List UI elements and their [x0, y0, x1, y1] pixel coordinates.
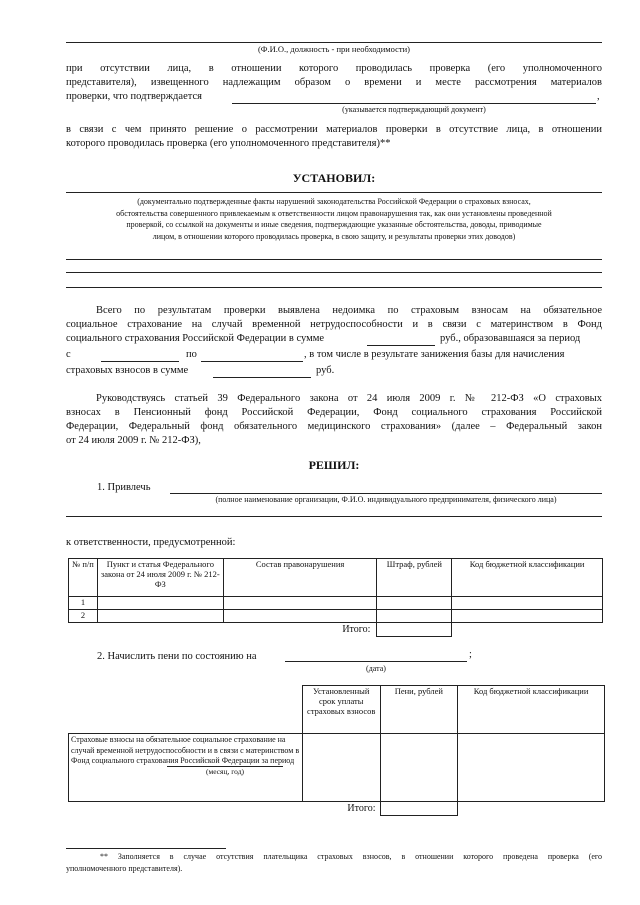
arrears-line-5-prefix: страховых взносов в сумме	[66, 365, 189, 376]
table-row	[69, 597, 603, 610]
absence-line-3-suffix: ,	[597, 91, 600, 102]
late-fees-table	[68, 685, 605, 816]
table2-total-label: Итого:	[69, 802, 381, 816]
col-header-penalty: Пени, рублей	[380, 686, 458, 734]
arrears-line-4-suffix: , в том числе в результате занижения базы для начисления	[304, 349, 565, 360]
offender-name-caption: (полное наименование организации, Ф.И.О. индивидуального предпринимателя, физического лица)	[215, 495, 557, 504]
established-line-3[interactable]	[66, 287, 602, 288]
established-line-0[interactable]	[66, 192, 602, 193]
decision-line-2: которого проводилась проверка (его уполномоченного представителя)**	[66, 138, 391, 149]
kbk-cell[interactable]	[452, 597, 603, 610]
established-line-1[interactable]	[66, 259, 602, 260]
item1-label: 1. Привлечь	[97, 482, 151, 493]
arrears-line-1: Всего по результатам проверки выявлена недоимка по страховым взносам на обязательное	[96, 305, 602, 316]
fine-cell[interactable]	[377, 597, 452, 610]
law-line-3: Федерации, Федеральный фонд обязательного медицинского страхования» (далее – Федеральный закон	[66, 421, 602, 432]
decision-line-1: в связи с чем принято решение о рассмотрении материалов проверки в отсутствие лица, в отношении	[66, 124, 602, 135]
period-from-field[interactable]	[101, 361, 179, 362]
col-header-fine: Штраф, рублей	[377, 559, 452, 597]
arrears-line-2: социальное страхование на случай временной нетрудоспособности и в связи с материнством в Фонд	[66, 319, 602, 330]
decided-heading: РЕШИЛ:	[308, 458, 360, 472]
top-signature-line	[66, 42, 602, 43]
arrears-line-5-suffix: руб.	[316, 365, 335, 376]
law-line-4: от 24 июля 2009 г. № 212-ФЗ),	[66, 435, 201, 446]
period-to-field[interactable]	[201, 361, 303, 362]
col-header-article: Пункт и статья Федерального закона от 24 июля 2009 г. № 212-ФЗ	[97, 559, 223, 597]
month-year-caption: (месяц, год)	[205, 766, 245, 776]
arrears-line-3-suffix: руб., образовавшаяся за период	[440, 333, 581, 344]
table-row	[69, 610, 603, 623]
period-from-label: с	[66, 349, 71, 360]
absence-line-1: при отсутствии лица, в отношении которого проводилась проверка (его уполномоченного	[66, 63, 602, 74]
kbk-cell[interactable]	[452, 610, 603, 623]
offense-cell[interactable]	[223, 597, 377, 610]
col-header-due-date: Установленный срок уплаты страховых взносов	[302, 686, 380, 734]
header-caption: (Ф.И.О., должность - при необходимости)	[257, 44, 411, 54]
penalty-date-caption: (дата)	[366, 664, 386, 673]
confirming-document-field[interactable]	[232, 103, 596, 104]
col-header-number: № п/п	[69, 559, 98, 597]
arrears-amount-field[interactable]	[367, 345, 435, 346]
offense-cell[interactable]	[223, 610, 377, 623]
item2-label: 2. Начислить пени по состоянию на	[97, 651, 257, 662]
confirming-document-caption: (указывается подтверждающий документ)	[342, 105, 486, 114]
law-line-1: Руководствуясь статьей 39 Федерального закона от 24 июля 2009 г. № 212-ФЗ «О страховых	[96, 393, 602, 404]
table-row	[69, 734, 605, 802]
period-to-label: по	[186, 349, 197, 360]
article-cell[interactable]	[97, 610, 223, 623]
footnote-line-1: ** Заполняется в случае отсутствия плательщика страховых взносов, в отношении которого проведена проверка (его	[100, 852, 602, 861]
liability-text: к ответственности, предусмотренной:	[66, 537, 236, 548]
item2-suffix: ;	[469, 649, 472, 660]
total-fine-cell[interactable]	[377, 623, 452, 637]
arrears-line-3-prefix: социального страхования Российской Федерации в сумме	[66, 333, 325, 344]
row-number-1: 1	[69, 597, 98, 610]
offender-name-field[interactable]	[170, 493, 602, 494]
fine-cell[interactable]	[377, 610, 452, 623]
absence-line-2: представителя), извещенного надлежащим образом о времени и месте рассмотрения материалов	[66, 77, 602, 88]
due-date-cell[interactable]	[302, 734, 380, 802]
contributions-row-label: Страховые взносы на обязательное социальное страхование на случай временной нетрудоспособности и в связи с материнством в Фонд социального страхования Российской Федерации за период (месяц, год)	[69, 734, 303, 802]
row-number-2: 2	[69, 610, 98, 623]
offender-name-field-2[interactable]	[66, 516, 602, 517]
law-line-2: взносах в Пенсионный фонд Российской Федерации, Фонд социального страхования Российской	[66, 407, 602, 418]
footnote-line-2: уполномоченного представителя).	[66, 864, 183, 873]
understated-amount-field[interactable]	[213, 377, 311, 378]
penalty-date-field[interactable]	[285, 661, 467, 662]
penalty-table	[68, 558, 603, 637]
penalty-cell[interactable]	[380, 734, 458, 802]
absence-line-3-prefix: проверки, что подтверждается	[66, 91, 202, 102]
col-header-offense: Состав правонарушения	[223, 559, 377, 597]
article-cell[interactable]	[97, 597, 223, 610]
established-caption: (документально подтвержденные факты нарушений законодательства Российской Федерации о страховых взносах, обстоятельства совершенного привлекаемым к ответственности лицом правонарушения так, как они установлены проведенной проверкой, со ссылкой на документы и иные сведения, подтверждающие указанные обстоятельства, доводы, приводимые лицом, в отношении которого проводилась проверка, в свою защиту, и результаты проверки этих доводов)	[116, 197, 552, 241]
total-penalty-cell[interactable]	[380, 802, 458, 816]
table1-total-label: Итого:	[69, 623, 377, 637]
col-header-kbk-2: Код бюджетной классификации	[458, 686, 605, 734]
col-header-kbk: Код бюджетной классификации	[452, 559, 603, 597]
footnote-separator	[66, 848, 226, 849]
established-line-2[interactable]	[66, 272, 602, 273]
established-heading: УСТАНОВИЛ:	[292, 171, 376, 185]
kbk-cell-2[interactable]	[458, 734, 605, 802]
